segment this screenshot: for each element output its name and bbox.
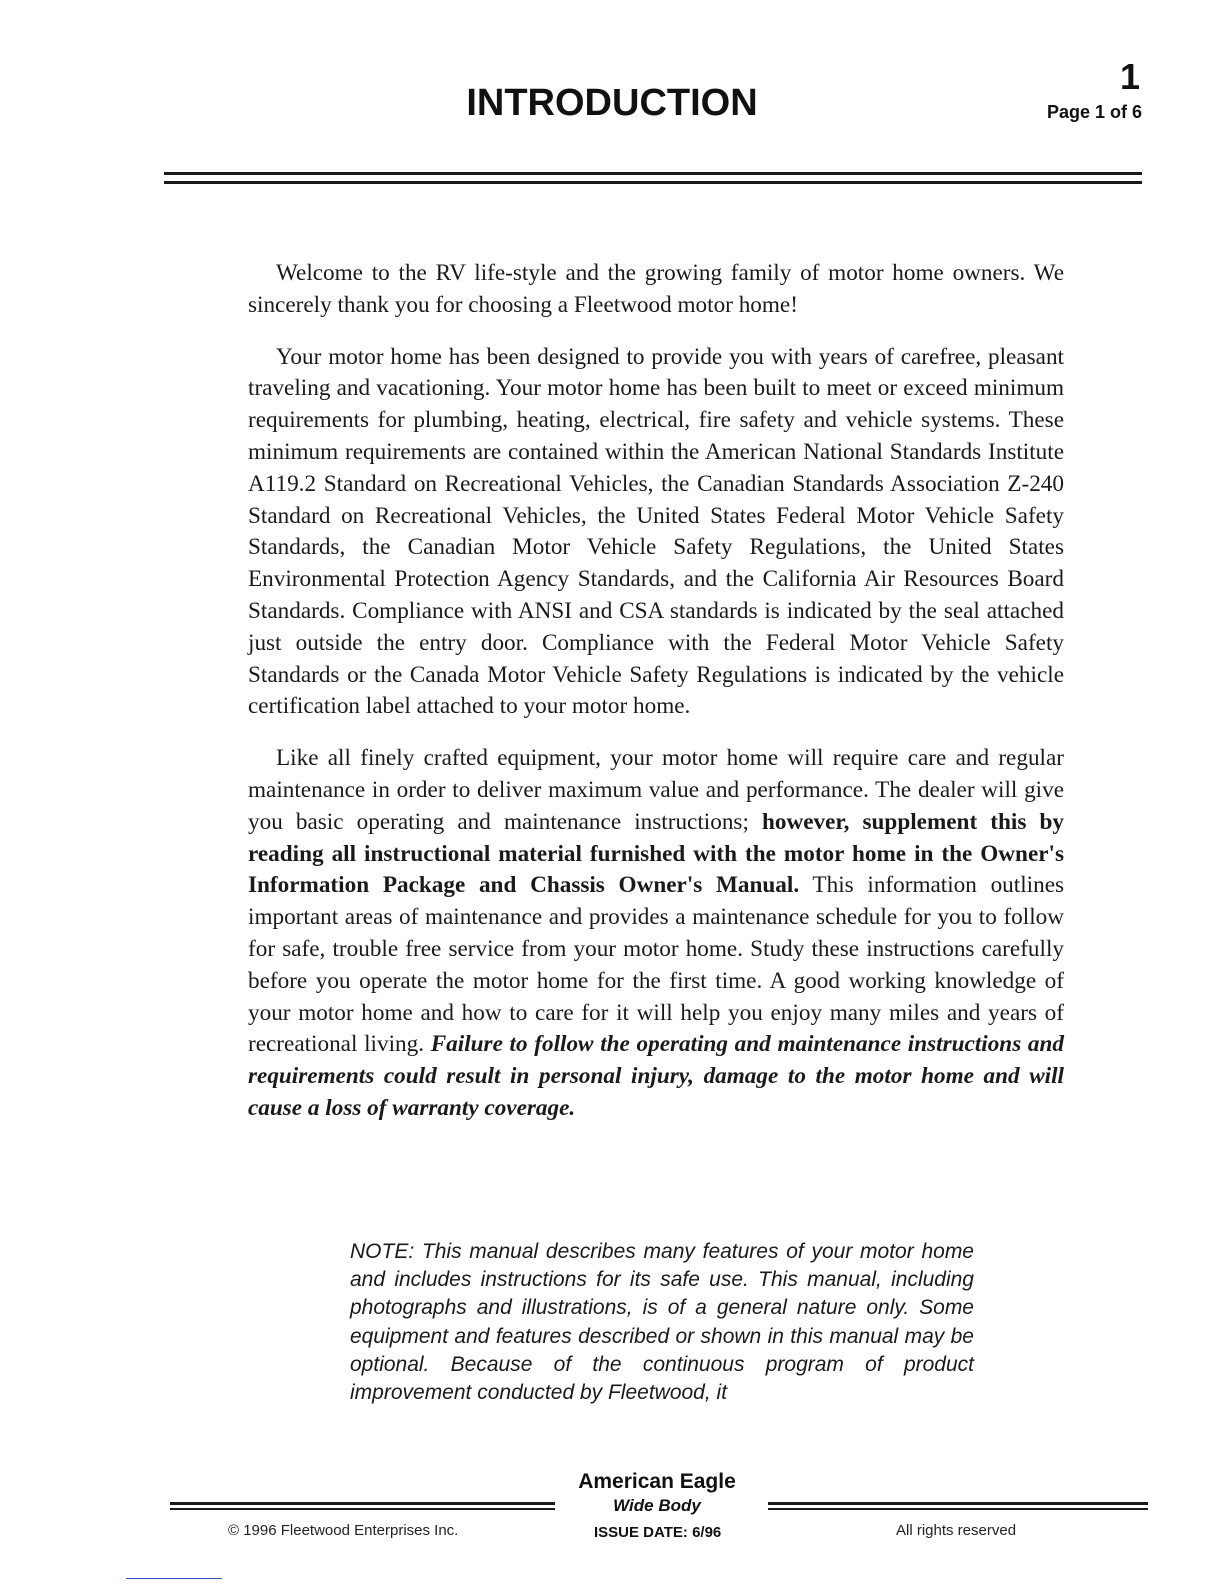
- maintenance-text-start: Like all finely crafted equipment, your motor home will require care and regular maintenance in order to deliver maximum value and performance. The dealer will give you basic operating and maintenance instructions;: [248, 745, 1064, 835]
- maintenance-text-middle: This information outlines important areas of maintenance and provides a maintenance schedule for you to follow for safe, trouble free service from your motor home. Study these instructions carefully before you operate the motor home for the first time. A good working knowledge of your motor home and how to care for it will help you enjoy many miles and years of recreational living.: [248, 872, 1065, 1058]
- footer-divider-right: [768, 1502, 1148, 1510]
- footer-rights: All rights reserved: [896, 1522, 1017, 1539]
- maintenance-bold-instruction: however, supplement this by reading all instructional material furnished with the motor home in the Owner's Information Package and Chassis Owner's Manual.: [248, 808, 1064, 899]
- footer-issue-date: ISSUE DATE: 6/96: [594, 1524, 722, 1541]
- footer-divider-left: [170, 1502, 555, 1510]
- maintenance-warning: Failure to follow the operating and maintenance instructions and requirements could result in personal injury, damage to the motor home and will cause a loss of warranty coverage.: [248, 1031, 1064, 1121]
- page-title: INTRODUCTION: [466, 82, 758, 124]
- header-divider: [164, 172, 1142, 184]
- paragraph-standards: Your motor home has been designed to provide you with years of carefree, pleasant traveling and vacationing. Your motor home has been built to meet or exceed minimum requirements for plumbing, heating, electrical, fire safety and vehicle systems. These minimum requirements are contained within the American National Standards Institute A119.2 Standard on Recreational Vehicles, the Canadian Standards Association Z-240 Standard on Recreational Vehicles, the United States Federal Motor Vehicle Safety Standards, the Canadian Motor Vehicle Safety Regulations, the United States Environmental Protection Agency Standards, and the California Air Resources Board Standards. Compliance with ANSI and CSA standards is indicated by the seal attached just outside the entry door. Compliance with the Federal Motor Vehicle Safety Standards or the Canada Motor Vehicle Safety Regulations is indicated by the vehicle certification label attached to your motor home.: [248, 343, 1064, 720]
- note-paragraph: NOTE: This manual describes many features of your motor home and includes instructions for its safe use. This manual, including photographs and illustrations, is of a general nature only. Some equipment and features described or shown in this manual may be optional. Because of the continuous program of product improvement conducted by Fleetwood, it: [350, 1240, 974, 1405]
- footer-brand: American Eagle: [578, 1470, 736, 1493]
- footer-model: Wide Body: [613, 1496, 701, 1515]
- page-indicator: Page 1 of 6: [1046, 102, 1142, 122]
- paragraph-maintenance: [248, 743, 1064, 1125]
- chapter-number: 1: [1119, 56, 1140, 97]
- paragraph-welcome: Welcome to the RV life-style and the growing family of motor home owners. We sincerely thank you for choosing a Fleetwood motor home!: [248, 260, 1064, 318]
- main-body: [248, 258, 1064, 1145]
- link-underline-mark: [126, 1578, 222, 1579]
- footer-copyright: © 1996 Fleetwood Enterprises Inc.: [228, 1522, 459, 1539]
